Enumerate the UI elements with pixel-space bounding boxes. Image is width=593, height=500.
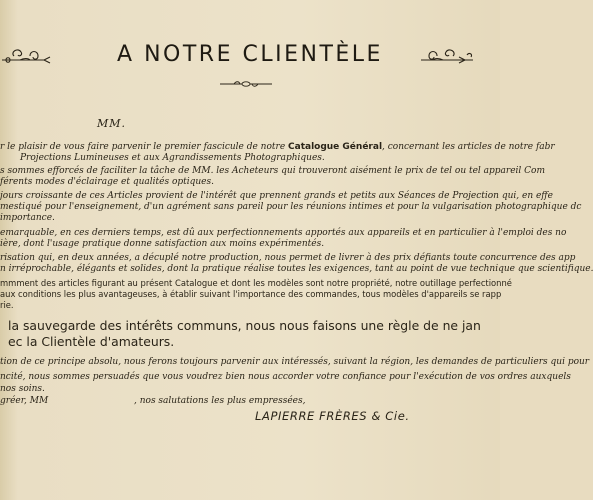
body-line: nos soins.	[0, 384, 45, 394]
salutation: MM.	[97, 117, 127, 130]
signature: LAPIERRE FRÈRES & Cie.	[255, 409, 410, 423]
body-line: ière, dont l'usage pratique donne satisfaction aux moins expérimentés.	[0, 239, 325, 249]
body-line: r le plaisir de vous faire parvenir le premier fascicule de notre Catalogue Général, concernant les articles de notre fabr	[0, 142, 555, 152]
body-line: emarquable, en ces derniers temps, est dû aux perfectionnements apportés aux appareils et en particulier à l'emploi des no	[0, 228, 567, 238]
body-line: Projections Lumineuses et aux Agrandissements Photographiques.	[20, 153, 325, 163]
body-line: ncité, nous sommes persuadés que vous voudrez bien nous accorder votre confiance pour l'exécution de vos ordres auxquels	[0, 372, 571, 382]
body-line: aux conditions les plus avantageuses, à établir suivant l'importance des commandes, tous modèles d'appareils se rapp	[0, 289, 502, 299]
body-line: tion de ce principe absolu, nous ferons toujours parvenir aux intéressés, suivant la région, les demandes de particuliers qui pour	[0, 357, 590, 367]
title-rule-ornament-icon	[218, 80, 274, 88]
emphasis-line: la sauvegarde des intérêts communs, nous nous faisons une règle de ne jan	[8, 318, 481, 333]
closing-line: gréer, MM , nos salutations les plus empressées,	[0, 396, 306, 406]
body-line: jours croissante de ces Articles provient de l'intérêt que prennent grands et petits aux Séances de Projection qui, en effe	[0, 191, 554, 201]
body-line: rie.	[0, 300, 14, 310]
page-title: A NOTRE CLIENTÈLE	[117, 42, 383, 67]
body-line: s sommes efforcés de faciliter la tâche de MM. les Acheteurs qui trouveront aisément le prix de tel ou tel appareil Com	[0, 166, 545, 176]
body-line: importance.	[0, 213, 55, 223]
body-line: mestiqué pour l'enseignement, d'un agrément sans pareil pour les réunions intimes et pour la vulgarisation photographique dc	[0, 202, 582, 212]
body-line: férents modes d'éclairage et qualités optiques.	[0, 177, 214, 187]
emphasis-line: ec la Clientèle d'amateurs.	[8, 334, 175, 349]
body-line: n irréprochable, élégants et solides, dont la pratique réalise toutes les exigences, tant au point de vue technique que scientifique.	[0, 264, 593, 274]
right-scroll-ornament-icon	[415, 44, 475, 70]
body-line: risation qui, en deux années, a décuplé notre production, nous permet de livrer à des prix défiants toute concurrence des app	[0, 253, 576, 263]
body-line: mmment des articles figurant au présent Catalogue et dont les modèles sont notre propriété, notre outillage perfectionné	[0, 278, 512, 288]
